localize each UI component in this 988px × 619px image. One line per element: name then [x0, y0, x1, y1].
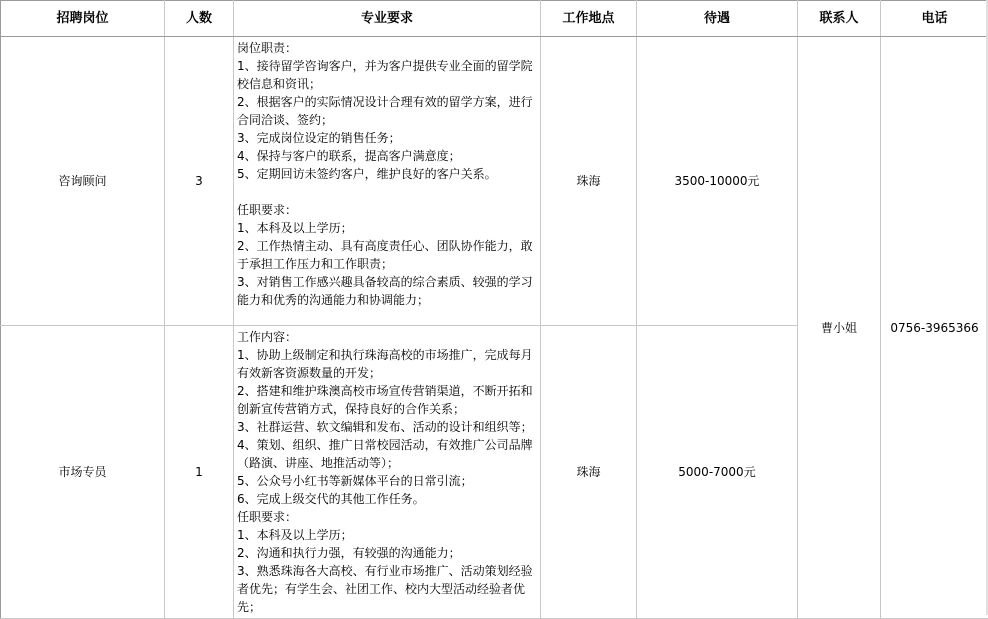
requirement-line: 3、熟悉珠海各大高校、有行业市场推广、活动策划经验: [237, 562, 540, 580]
requirement-line: 5、定期回访未签约客户，维护良好的客户关系。: [237, 165, 540, 183]
requirement-line: 3、完成岗位设定的销售任务；: [237, 129, 540, 147]
cell-contact-name[interactable]: 曹小姐: [798, 37, 881, 619]
requirement-line: 1、协助上级制定和执行珠海高校的市场推广，完成每月: [237, 346, 540, 364]
requirement-line: 1、本科及以上学历；: [237, 526, 540, 544]
requirement-line: 于承担工作压力和工作职责；: [237, 255, 540, 273]
cell-location[interactable]: 珠海: [541, 37, 637, 326]
requirement-line: 2、沟通和执行力强，有较强的沟通能力；: [237, 544, 540, 562]
requirement-line: 2、根据客户的实际情况设计合理有效的留学方案，进行: [237, 93, 540, 111]
requirement-line: 任职要求：: [237, 201, 540, 219]
requirement-line: 创新宣传营销方式，保持良好的合作关系；: [237, 400, 540, 418]
requirement-line: 能力和优秀的沟通能力和协调能力；: [237, 291, 540, 309]
requirement-line: 有效新客资源数量的开发；: [237, 364, 540, 382]
header-position[interactable]: 招聘岗位: [1, 1, 165, 37]
requirement-line: 合同洽谈、签约；: [237, 111, 540, 129]
cell-count[interactable]: 3: [165, 37, 234, 326]
header-requirements[interactable]: 专业要求: [234, 1, 541, 37]
cell-position[interactable]: 市场专员: [1, 326, 165, 619]
header-location[interactable]: 工作地点: [541, 1, 637, 37]
requirement-line: 校信息和资讯；: [237, 75, 540, 93]
table-row: [1, 37, 988, 326]
requirement-line: 2、工作热情主动、具有高度责任心、团队协作能力，敢: [237, 237, 540, 255]
cell-salary[interactable]: 3500-10000元: [637, 37, 798, 326]
cell-location[interactable]: 珠海: [541, 326, 637, 619]
requirement-line: 任职要求：: [237, 508, 540, 526]
requirement-line: 2、搭建和维护珠澳高校市场宣传营销渠道，不断开拓和: [237, 382, 540, 400]
requirement-line: 者优先；有学生会、社团工作、校内大型活动经验者优: [237, 580, 540, 598]
requirement-line: 4、保持与客户的联系，提高客户满意度；: [237, 147, 540, 165]
requirement-line: 3、社群运营、软文编辑和发布、活动的设计和组织等；: [237, 418, 540, 436]
requirement-line: 岗位职责：: [237, 39, 540, 57]
blank-line: [237, 183, 540, 201]
header-salary[interactable]: 待遇: [637, 1, 798, 37]
requirement-line: 5、公众号小红书等新媒体平台的日常引流；: [237, 472, 540, 490]
requirement-line: 先；: [237, 598, 540, 616]
requirement-line: 6、完成上级交代的其他工作任务。: [237, 490, 540, 508]
cell-contact-phone[interactable]: 0756-3965366: [881, 37, 988, 619]
cell-count[interactable]: 1: [165, 326, 234, 619]
header-count[interactable]: 人数: [165, 1, 234, 37]
header-row: [1, 1, 988, 37]
header-contact[interactable]: 联系人: [798, 1, 881, 37]
requirement-line: （路演、讲座、地推活动等）；: [237, 454, 540, 472]
requirement-line: 工作内容：: [237, 328, 540, 346]
requirement-line: 1、接待留学咨询客户，并为客户提供专业全面的留学院: [237, 57, 540, 75]
requirement-line: 1、本科及以上学历；: [237, 219, 540, 237]
cell-requirements[interactable]: [234, 326, 541, 619]
cell-salary[interactable]: 5000-7000元: [637, 326, 798, 619]
cell-requirements[interactable]: [234, 37, 541, 326]
requirement-line: 4、策划、组织、推广日常校园活动，有效推广公司品牌: [237, 436, 540, 454]
requirement-line: 3、对销售工作感兴趣具备较高的综合素质、较强的学习: [237, 273, 540, 291]
header-phone[interactable]: 电话: [881, 1, 988, 37]
cell-position[interactable]: 咨询顾问: [1, 37, 165, 326]
